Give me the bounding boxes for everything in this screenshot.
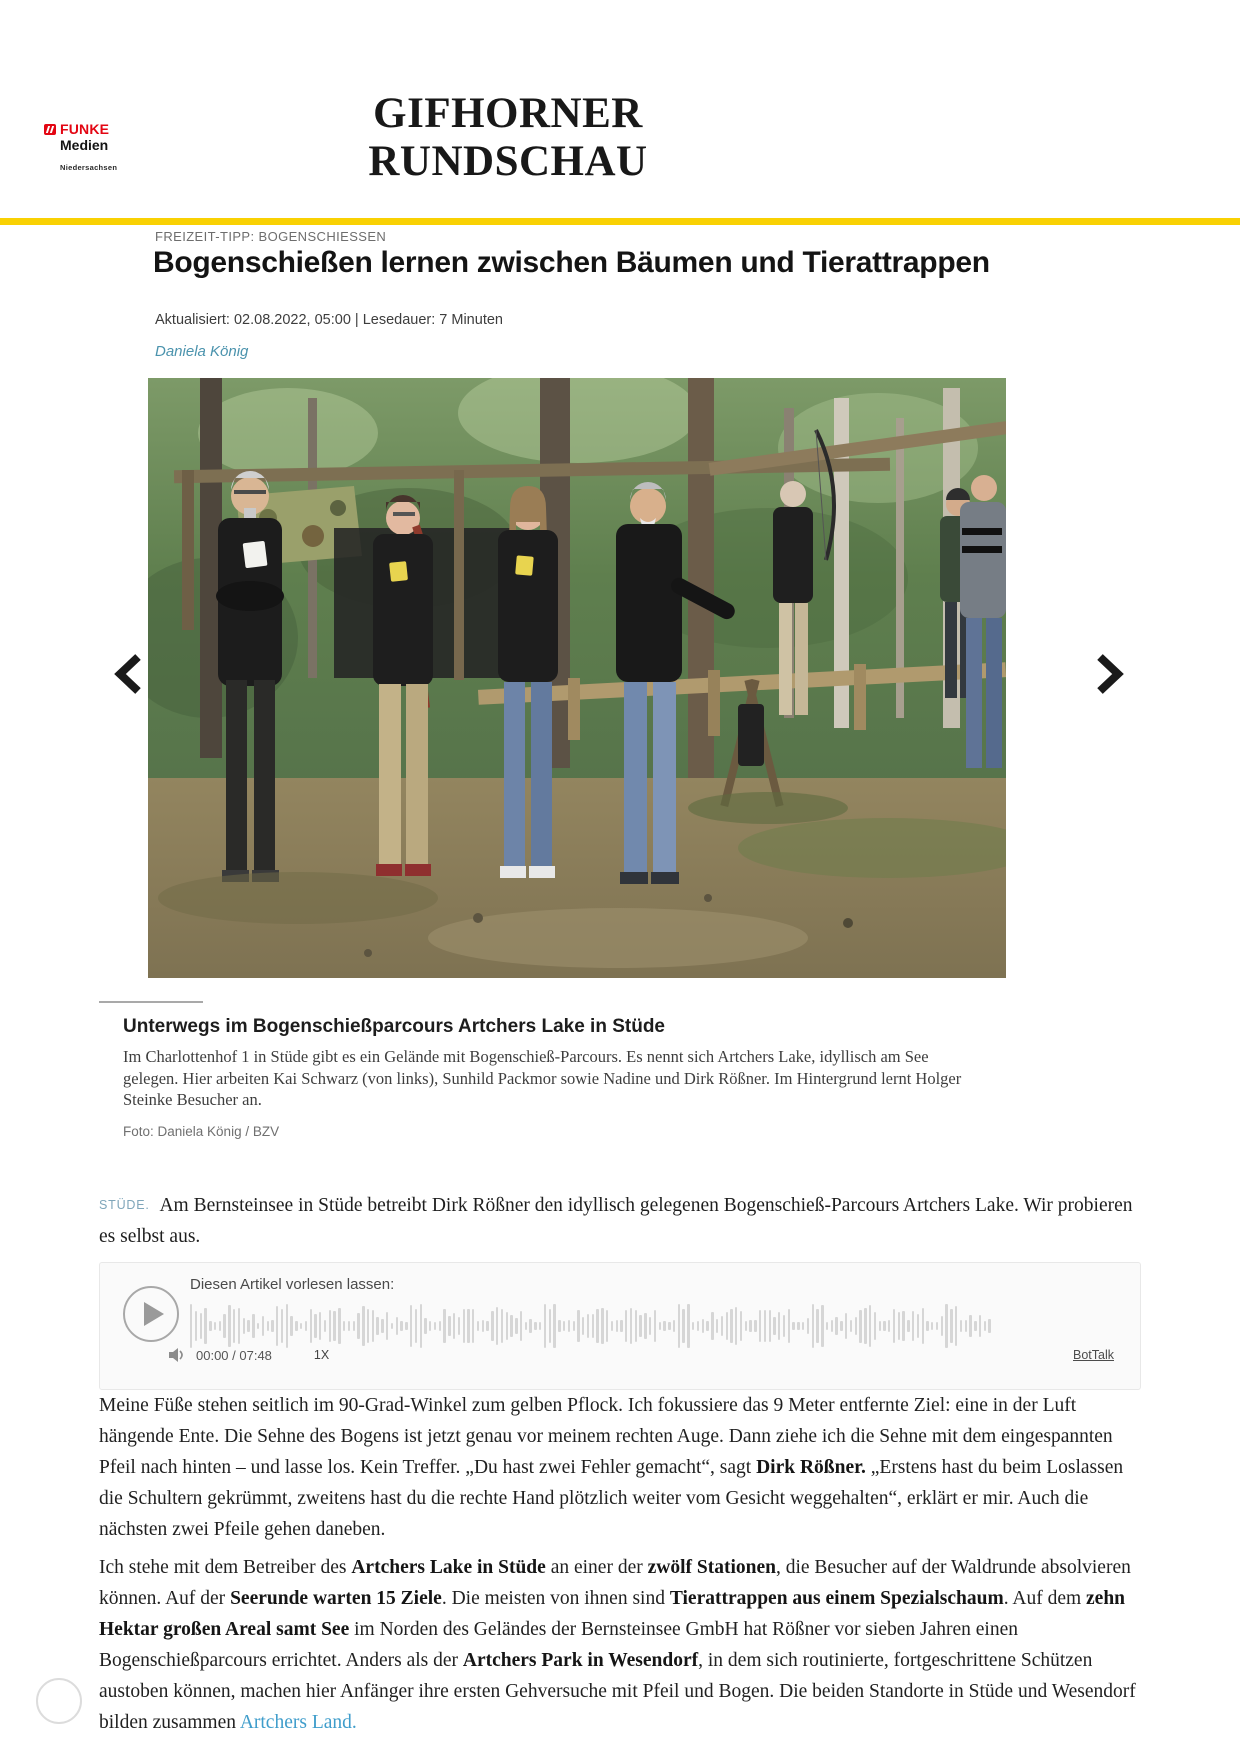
funke-publisher-name: FUNKE [60,121,110,137]
text-run: . Die meisten von ihnen sind [441,1588,670,1609]
funke-logo[interactable] [44,122,117,172]
body-paragraph-1 [99,1390,1139,1545]
bold-text-run: Seerunde warten 15 Ziele [230,1588,442,1609]
carousel-next-button[interactable] [1094,652,1128,696]
masthead-line-1: GIFHORNER [373,90,643,137]
chevron-right-icon [1094,653,1124,695]
article-photo [148,378,1006,978]
floating-action-button[interactable] [36,1678,82,1724]
photo-caption [123,1016,963,1139]
lead-text: Am Bernsteinsee in Stüde betreibt Dirk Rößner den idyllisch gelegenen Bogenschieß-Parcours Artchers Lake. Wir probieren es selbst aus. [99,1195,1133,1247]
page-title: Bogenschießen lernen zwischen Bäumen und Tierattrappen [153,246,990,279]
author-link[interactable]: Daniela König [155,343,249,360]
caption-title: Unterwegs im Bogenschießparcours Artchers Lake in Stüde [123,1016,665,1037]
bold-text-run: Artchers Lake in Stüde [351,1557,546,1578]
audio-time: 00:00 / 07:48 [196,1347,272,1363]
bold-text-run: Tierattrappen aus einem Spezialschaum [669,1588,1004,1609]
masthead-line-2: RUNDSCHAU [368,138,648,185]
audio-player [99,1262,1141,1390]
text-run: , die Besucher auf der Waldrunde absolvieren können. Auf der [99,1557,1131,1609]
inline-link[interactable]: Artchers Land. [239,1712,357,1733]
text-run: „Erstens hast du beim Loslassen die Schultern gekrümmt, zweitens hast du die rechte Hand plötzlich weiter vom Gesicht weggehalten“, erklärt er mir. Auch die nächsten zwei Pfeile gehen daneben. [99,1457,1124,1540]
newspaper-masthead[interactable] [348,90,668,186]
audio-waveform[interactable] [190,1303,1000,1349]
audio-player-label: Diesen Artikel vorlesen lassen: [190,1276,395,1293]
play-button[interactable] [123,1286,179,1342]
play-icon [143,1301,165,1327]
text-run: im Norden des Geländes der Bernsteinsee GmbH hat Rößner vor sieben Jahren einen Bogenschießparcours errichtet. Anders als der [99,1619,1018,1671]
funke-logo-mark-icon [44,124,56,135]
caption-body: Im Charlottenhof 1 in Stüde gibt es ein Gelände mit Bogenschieß-Parcours. Es nennt sich Artchers Lake, idyllisch am See gelegen. Hier arbeiten Kai Schwarz (von links), Sunhild Packmor sowie Nadine und Dirk Rößner. Im Hintergrund lernt Holger Steinke Besucher an. [123,1047,962,1109]
article-kicker: FREIZEIT-TIPP: BOGENSCHIESSEN [155,229,387,244]
bold-text-run: zehn Hektar großen Areal samt See [99,1588,1126,1640]
text-run: . Auf dem [1003,1588,1087,1609]
speaker-icon[interactable] [168,1347,188,1363]
funke-publisher-sub: Medien [60,137,109,153]
photo-credit: Foto: Daniela König / BZV [123,1123,280,1139]
brand-accent-bar [0,218,1240,225]
dateline-label: STÜDE. [99,1198,150,1212]
lead-paragraph [99,1191,1137,1252]
text-run: Meine Füße stehen seitlich im 90-Grad-Winkel zum gelben Pflock. Ich fokussiere das 9 Meter entfernte Ziel: eine in der Luft hängende Ente. Die Sehne des Bogens ist jetzt genau vor meinem rechten Auge. Dann ziehe ich die Sehne mit dem eingespannten Pfeil nach hinten – und lasse los. Kein Treffer. „Du hast zwei Fehler gemacht“, sagt [99,1395,1113,1478]
bold-text-run: Artchers Park in Wesendorf [462,1650,699,1671]
playback-speed-button[interactable]: 1X [313,1348,330,1362]
text-run: , in dem sich routinierte, fortgeschrittene Schützen austoben können, machen hier Anfänger ihre ersten Gehversuche mit Pfeil und Bogen. Die beiden Standorte in Stüde und Wesendorf bilden zusammen [99,1650,1136,1733]
text-run: Ich stehe mit dem Betreiber des [99,1557,352,1578]
bottalk-link[interactable]: BotTalk [1073,1348,1114,1362]
bold-text-run: zwölf Stationen [647,1557,776,1578]
article-meta: Aktualisiert: 02.08.2022, 05:00 | Lesedauer: 7 Minuten [155,312,503,328]
bold-text-run: Dirk Rößner. [756,1457,866,1478]
text-run: an einer der [545,1557,648,1578]
caption-divider [99,1001,203,1003]
carousel-prev-button[interactable] [114,652,148,696]
funke-publisher-region: Niedersachsen [60,163,118,172]
body-paragraph-2 [99,1552,1139,1738]
chevron-left-icon [114,653,144,695]
